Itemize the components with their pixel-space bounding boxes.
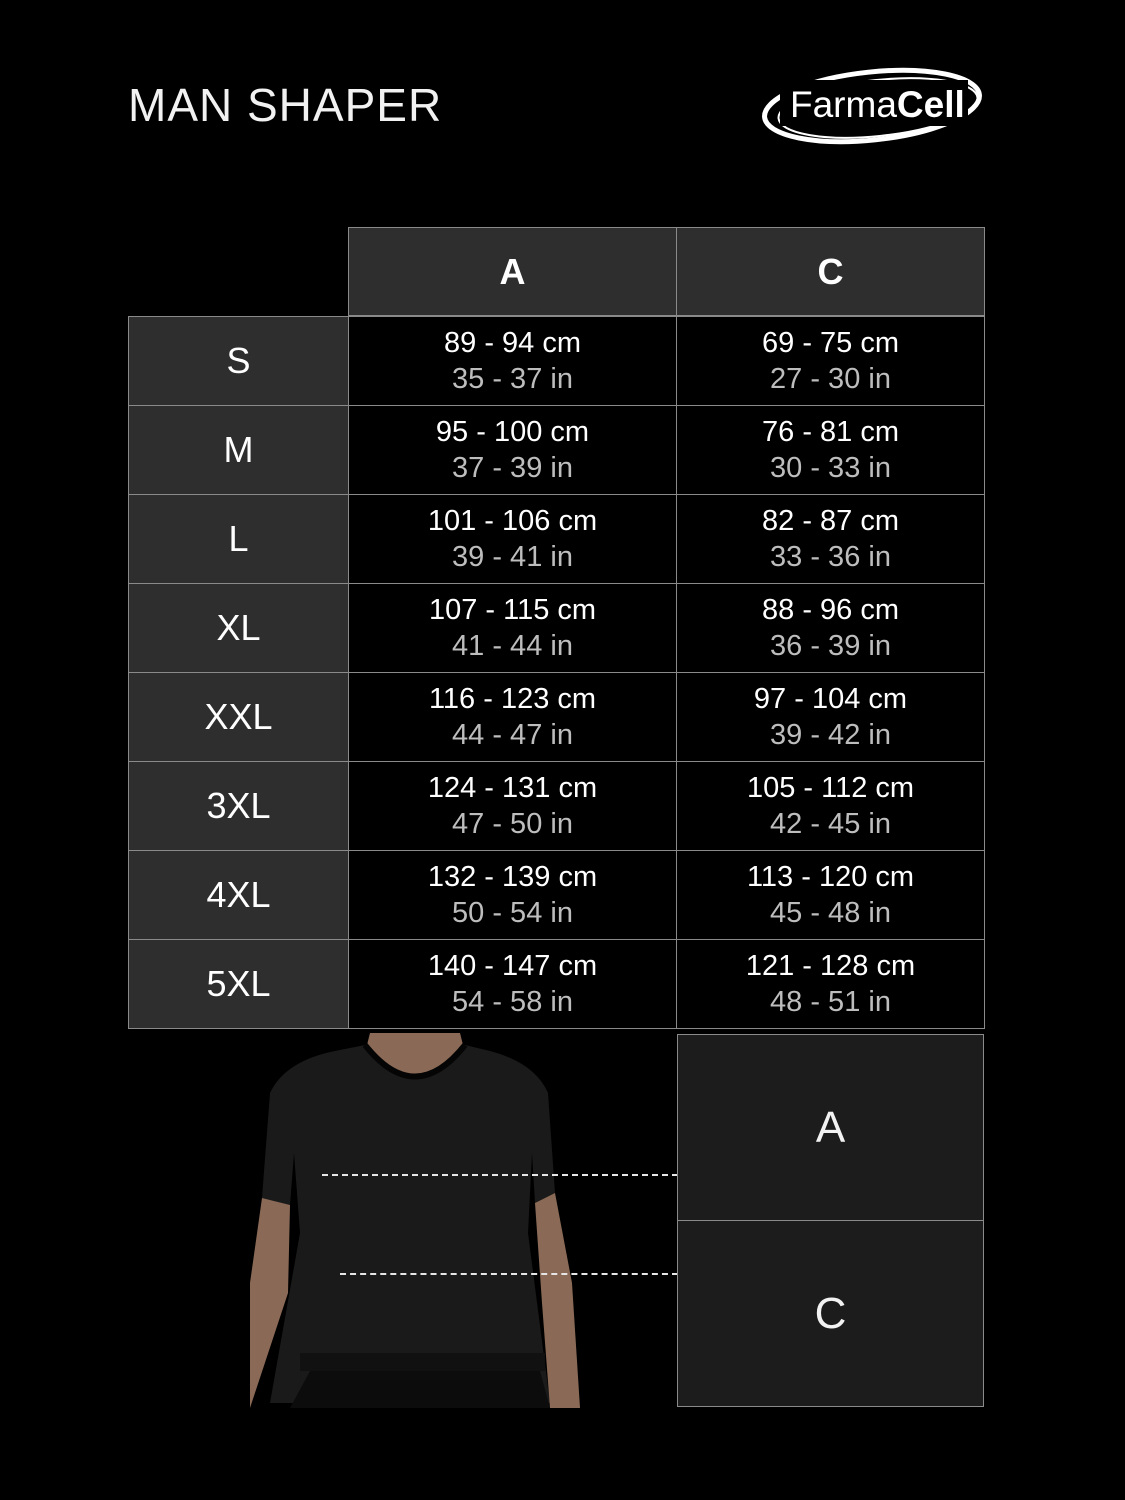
legend-a: A: [677, 1034, 984, 1221]
in-value: 44 - 47 in: [452, 719, 573, 751]
measure-line-a: [322, 1174, 678, 1176]
cm-value: 121 - 128 cm: [745, 950, 916, 982]
in-value: 41 - 44 in: [452, 630, 573, 662]
measure-a-cell: [348, 850, 677, 940]
table-row: [128, 583, 985, 672]
size-label: M: [128, 405, 349, 495]
measure-c-cell: [676, 405, 985, 495]
measure-a-cell: [348, 316, 677, 406]
in-value: 27 - 30 in: [770, 363, 891, 395]
measure-c-cell: [676, 316, 985, 406]
measure-c-cell: [676, 583, 985, 673]
table-row: [128, 405, 985, 494]
cm-value: 124 - 131 cm: [427, 772, 598, 804]
cm-value: 116 - 123 cm: [428, 683, 597, 715]
size-label: L: [128, 494, 349, 584]
column-header-a: A: [348, 227, 677, 316]
column-header-c: C: [676, 227, 985, 316]
measure-c-cell: [676, 761, 985, 851]
in-value: 50 - 54 in: [452, 897, 573, 929]
size-label: 5XL: [128, 939, 349, 1029]
in-value: 30 - 33 in: [770, 452, 891, 484]
measure-a-cell: [348, 761, 677, 851]
cm-value: 113 - 120 cm: [746, 861, 915, 893]
measure-c-cell: [676, 494, 985, 584]
measure-line-c: [340, 1273, 678, 1275]
in-value: 36 - 39 in: [770, 630, 891, 662]
brand-logo: [760, 62, 990, 152]
measure-a-cell: [348, 583, 677, 673]
in-value: 42 - 45 in: [770, 808, 891, 840]
size-label: 4XL: [128, 850, 349, 940]
measure-c-cell: [676, 850, 985, 940]
table-row: [128, 939, 985, 1028]
in-value: 35 - 37 in: [452, 363, 573, 395]
cm-value: 89 - 94 cm: [444, 327, 581, 359]
measure-c-cell: [676, 939, 985, 1029]
table-row: [128, 850, 985, 939]
cm-value: 101 - 106 cm: [427, 505, 598, 537]
in-value: 33 - 36 in: [770, 541, 891, 573]
cm-value: 105 - 112 cm: [746, 772, 915, 804]
cm-value: 140 - 147 cm: [427, 950, 598, 982]
size-label: S: [128, 316, 349, 406]
cm-value: 69 - 75 cm: [762, 327, 899, 359]
size-table: [128, 316, 985, 1028]
measure-a-cell: [348, 494, 677, 584]
in-value: 39 - 42 in: [770, 719, 891, 751]
cm-value: 82 - 87 cm: [762, 505, 899, 537]
size-label: 3XL: [128, 761, 349, 851]
model-shirt-image: [250, 1033, 580, 1408]
measure-a-cell: [348, 405, 677, 495]
in-value: 54 - 58 in: [452, 986, 573, 1018]
measure-a-cell: [348, 672, 677, 762]
cm-value: 76 - 81 cm: [762, 416, 899, 448]
in-value: 37 - 39 in: [452, 452, 573, 484]
table-row: [128, 672, 985, 761]
measure-a-cell: [348, 939, 677, 1029]
cm-value: 95 - 100 cm: [435, 416, 590, 448]
cm-value: 107 - 115 cm: [428, 594, 597, 626]
in-value: 47 - 50 in: [452, 808, 573, 840]
table-row: [128, 316, 985, 405]
table-row: [128, 494, 985, 583]
in-value: 39 - 41 in: [452, 541, 573, 573]
in-value: 48 - 51 in: [770, 986, 891, 1018]
legend-c: C: [677, 1220, 984, 1407]
cm-value: 88 - 96 cm: [762, 594, 899, 626]
cm-value: 132 - 139 cm: [427, 861, 598, 893]
cm-value: 97 - 104 cm: [753, 683, 908, 715]
table-row: [128, 761, 985, 850]
measure-c-cell: [676, 672, 985, 762]
size-label: XXL: [128, 672, 349, 762]
size-label: XL: [128, 583, 349, 673]
brand-name: FarmaCell: [790, 84, 965, 125]
page-title: MAN SHAPER: [128, 79, 443, 131]
in-value: 45 - 48 in: [770, 897, 891, 929]
